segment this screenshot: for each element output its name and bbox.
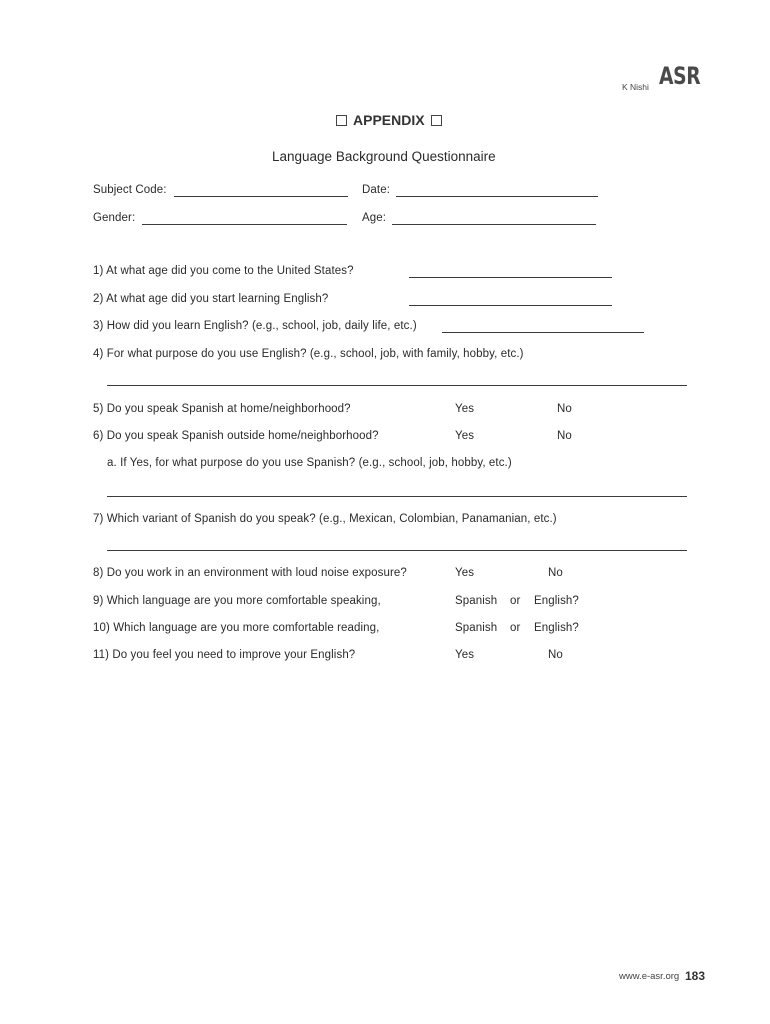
question-6a: a. If Yes, for what purpose do you use Spanish? (e.g., school, job, hobby, etc.)	[107, 457, 512, 469]
appendix-heading	[336, 112, 442, 128]
question-5: 5) Do you speak Spanish at home/neighborhood?	[93, 403, 351, 415]
gender-field[interactable]	[142, 224, 347, 225]
q8-yes-option[interactable]: Yes	[455, 567, 475, 579]
question-2: 2) At what age did you start learning English?	[93, 293, 329, 305]
question-3: 3) How did you learn English? (e.g., school, job, daily life, etc.)	[93, 320, 417, 332]
page-number: 183	[685, 969, 706, 983]
answer-1-field[interactable]	[409, 277, 612, 278]
q11-no-option[interactable]: No	[548, 649, 563, 661]
q9-spanish-option[interactable]: Spanish	[455, 595, 498, 607]
age-field[interactable]	[392, 224, 596, 225]
subject-code-label: Subject Code:	[93, 184, 167, 196]
gender-label: Gender:	[93, 212, 136, 224]
answer-7-field[interactable]	[107, 550, 687, 551]
answer-2-field[interactable]	[409, 305, 612, 306]
answer-4-field[interactable]	[107, 385, 687, 386]
q11-yes-option[interactable]: Yes	[455, 649, 475, 661]
question-4: 4) For what purpose do you use English? (e.g., school, job, with family, hobby, etc.)	[93, 348, 524, 360]
author-name: K Nishi	[622, 82, 649, 92]
question-8: 8) Do you work in an environment with loud noise exposure?	[93, 567, 407, 579]
q8-no-option[interactable]: No	[548, 567, 563, 579]
q5-no-option[interactable]: No	[557, 403, 572, 415]
q6-yes-option[interactable]: Yes	[455, 430, 475, 442]
question-6: 6) Do you speak Spanish outside home/neighborhood?	[93, 430, 379, 442]
q10-or-label: or	[510, 622, 521, 634]
answer-3-field[interactable]	[442, 332, 644, 333]
footer-url: www.e-asr.org	[619, 971, 680, 982]
q10-english-option[interactable]: English?	[534, 622, 579, 634]
square-icon	[431, 115, 442, 126]
subject-code-field[interactable]	[174, 196, 348, 197]
question-9: 9) Which language are you more comfortable speaking,	[93, 595, 381, 607]
journal-logo: ASR	[659, 62, 701, 90]
q10-spanish-option[interactable]: Spanish	[455, 622, 498, 634]
answer-6a-field[interactable]	[107, 496, 687, 497]
square-icon	[336, 115, 347, 126]
date-field[interactable]	[396, 196, 598, 197]
q9-english-option[interactable]: English?	[534, 595, 579, 607]
age-label: Age:	[362, 212, 387, 224]
question-7: 7) Which variant of Spanish do you speak? (e.g., Mexican, Colombian, Panamanian, etc.)	[93, 513, 557, 525]
q9-or-label: or	[510, 595, 521, 607]
q5-yes-option[interactable]: Yes	[455, 403, 475, 415]
question-1: 1) At what age did you come to the United States?	[93, 265, 354, 277]
date-label: Date:	[362, 184, 390, 196]
appendix-label: APPENDIX	[353, 112, 425, 128]
question-11: 11) Do you feel you need to improve your English?	[93, 649, 356, 661]
question-10: 10) Which language are you more comfortable reading,	[93, 622, 380, 634]
page-subtitle: Language Background Questionnaire	[272, 149, 496, 164]
q6-no-option[interactable]: No	[557, 430, 572, 442]
